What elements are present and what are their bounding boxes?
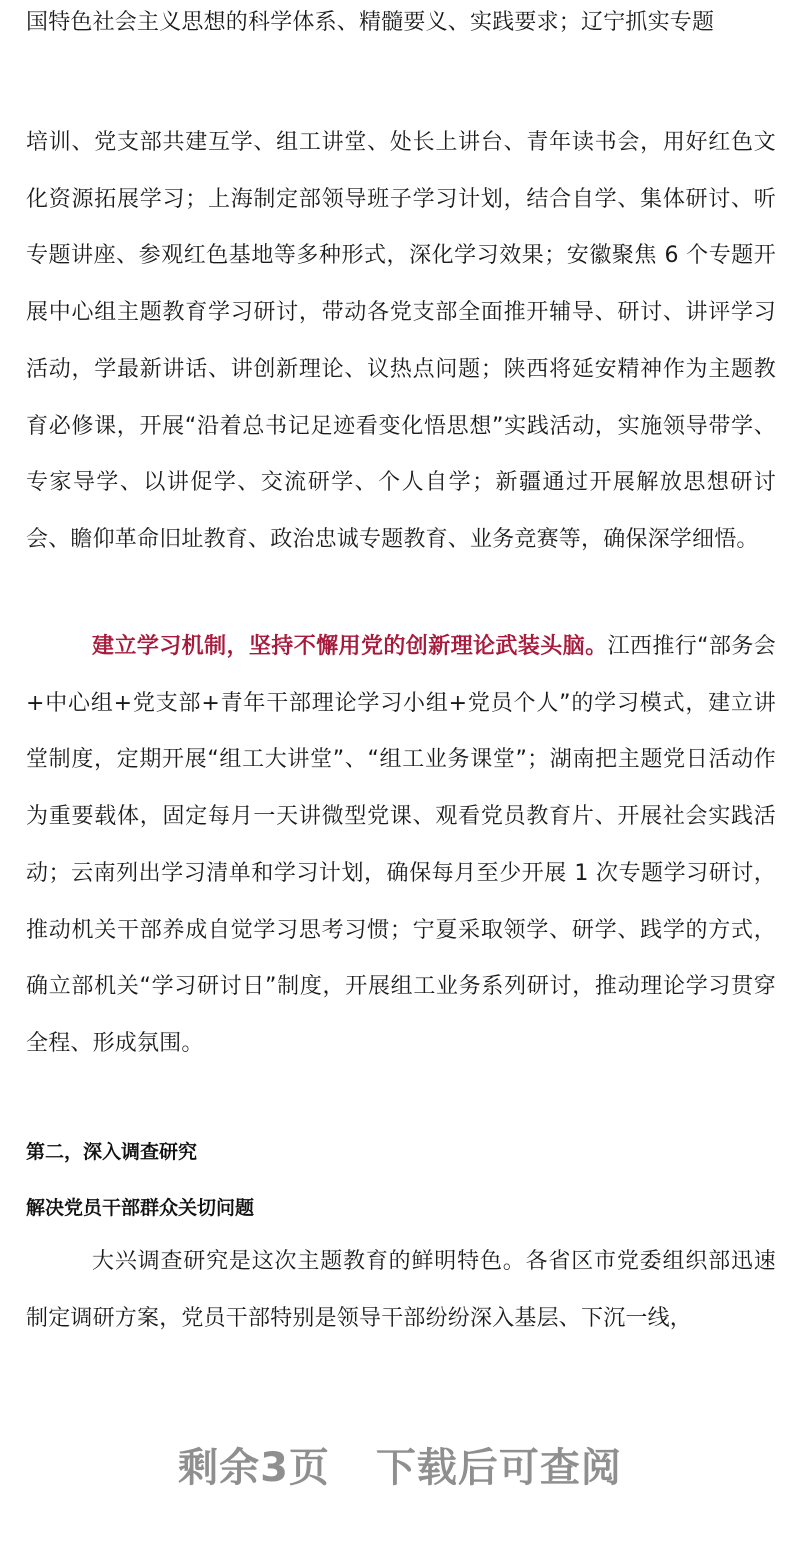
- remaining-pages-banner[interactable]: [0, 1440, 800, 1496]
- paragraph-body-text: 江西推行“部务会+中心组+党支部+青年干部理论学习小组+党员个人”的学习模式，建立讲堂制度，定期开展“组工大讲堂”、“组工业务课堂”；湖南把主题党日活动作为重要载体，固定每月一天讲微型党课、观看党员教育片、开展社会实践活动；云南列出学习清单和学习计划，确保每月至少开展 1 次专题学习研讨，推动机关干部养成自觉学习思考习惯；宁夏采取领学、研学、践学的方式，确立部机关“学习研讨日”制度，开展组工业务系列研讨，推动理论学习贯穿全程、形成氛围。: [26, 634, 777, 1056]
- download-hint-label: 下载后可查阅: [375, 1445, 622, 1491]
- paragraph-top-line: 国特色社会主义思想的科学体系、精髓要义、实践要求；辽宁抓实专题: [26, 10, 715, 35]
- paragraph-investigation: 大兴调查研究是这次主题教育的鲜明特色。各省区市党委组织部迅速制定调研方案，党员干部特别是领导干部纷纷深入基层、下沉一线，: [26, 1249, 776, 1331]
- paragraph-study-mechanism: [26, 619, 776, 1073]
- section-subheading: 解决党员干部群众关切问题: [26, 1197, 255, 1219]
- remaining-pages-label: 剩余3页: [178, 1445, 330, 1491]
- paragraph-study-activities: 培训、党支部共建互学、组工讲堂、处长上讲台、青年读书会，用好红色文化资源拓展学习；上海制定部领导班子学习计划，结合自学、集体研讨、听专题讲座、参观红色基地等多种形式，深化学习效果；安徽聚焦 6 个专题开展中心组主题教育学习研讨，带动各党支部全面推开辅导、研讨、讲评学习活动，学最新讲话、讲创新理论、议热点问题；陕西将延安精神作为主题教育必修课，开展“沿着总书记足迹看变化悟思想”实践活动，实施领导带学、专家导学、以讲促学、交流研学、个人自学；新疆通过开展解放思想研讨会、瞻仰革命旧址教育、政治忠诚专题教育、业务竞赛等，确保深学细悟。: [26, 130, 776, 552]
- section-heading: 第二，深入调查研究: [26, 1141, 198, 1163]
- highlight-lead-sentence: 建立学习机制，坚持不懈用党的创新理论武装头脑。: [92, 634, 608, 659]
